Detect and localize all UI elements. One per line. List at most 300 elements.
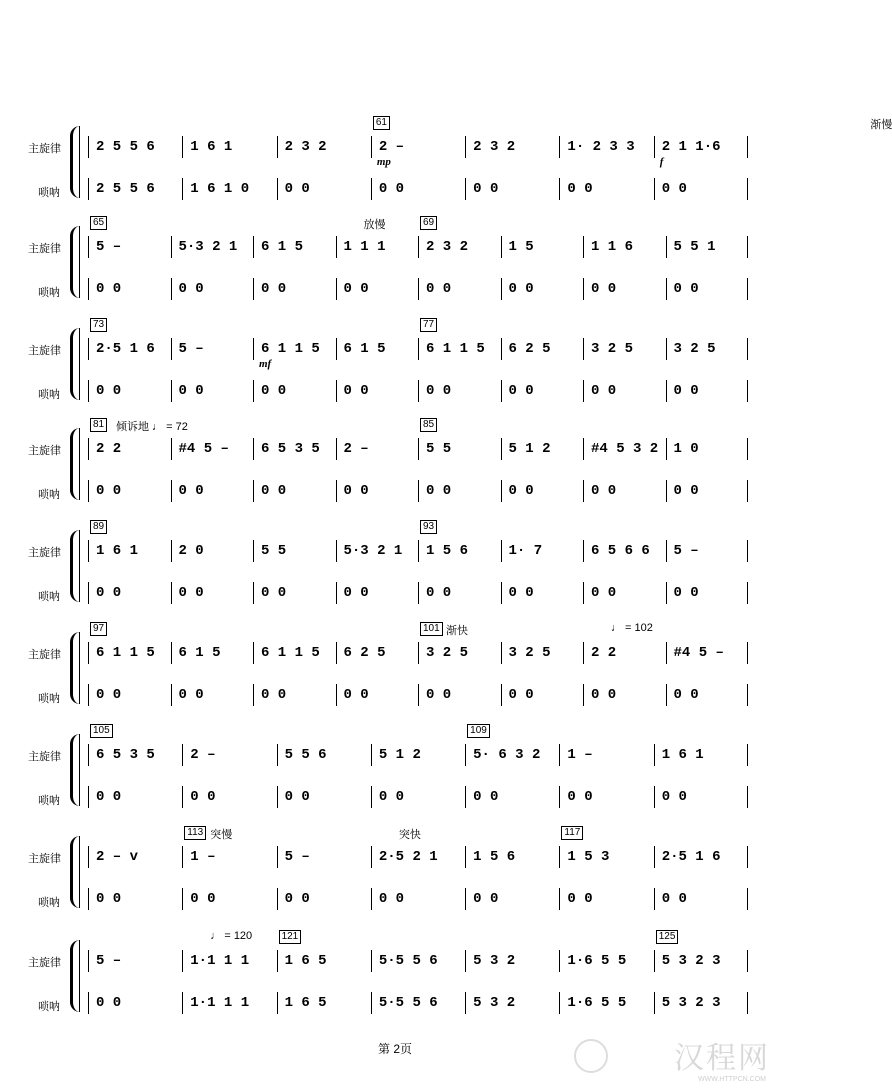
barline <box>418 438 419 460</box>
barline <box>559 178 560 200</box>
barline <box>666 380 667 402</box>
barline <box>747 950 748 972</box>
barline <box>88 278 89 300</box>
watermark: 汉程网 <box>674 1042 770 1075</box>
barline <box>465 136 466 158</box>
barline <box>501 338 502 360</box>
melody-measure: 1 1 6 <box>591 239 634 255</box>
suona-measure: 1 6 5 <box>284 995 327 1011</box>
suona-measure: 0 0 <box>673 687 699 703</box>
tempo-annotation: ♩ = 102 <box>611 622 653 634</box>
melody-measure: 6 1 1 5 <box>261 341 320 357</box>
melody-measure: 5·3 2 1 <box>343 543 403 559</box>
suona-measure: 0 0 <box>96 483 122 499</box>
barline <box>654 992 655 1014</box>
suona-measure: 0 0 <box>508 383 534 399</box>
score-system <box>0 420 790 502</box>
barline <box>253 684 254 706</box>
melody-measure: 3 2 5 <box>426 645 469 661</box>
melody-measure: 2 3 2 <box>473 139 516 155</box>
tempo-annotation: 突慢 <box>210 829 233 841</box>
barline <box>747 178 748 200</box>
suona-staff <box>88 784 748 810</box>
barline <box>182 744 183 766</box>
barline <box>747 278 748 300</box>
barline <box>465 992 466 1014</box>
measure-number: 121 <box>279 930 302 944</box>
suona-measure: 0 0 <box>178 585 204 601</box>
suona-measure: 0 0 <box>591 281 617 297</box>
barline <box>171 582 172 604</box>
melody-measure: 1 6 1 <box>96 543 139 559</box>
melody-measure: 6 1 5 <box>261 239 304 255</box>
score-system <box>0 320 790 402</box>
melody-measure: 1· 2 3 3 <box>567 139 635 155</box>
suona-measure: 5 3 2 3 <box>661 995 721 1011</box>
score-system <box>0 522 790 604</box>
barline <box>501 480 502 502</box>
barline <box>501 278 502 300</box>
barline <box>277 136 278 158</box>
melody-measure: 5 3 2 3 <box>661 953 721 969</box>
melody-measure: 2·5 1 6 <box>661 849 721 865</box>
melody-staff <box>88 827 748 870</box>
suona-measure: 1 6 1 0 <box>190 181 250 197</box>
barline <box>501 684 502 706</box>
melody-measure: 5 3 2 <box>473 953 516 969</box>
brace-icon <box>70 126 81 198</box>
barline <box>171 236 172 258</box>
barline <box>171 278 172 300</box>
measure-number: 61 <box>373 116 390 130</box>
tempo-annotation: 放慢 <box>363 219 386 231</box>
barline <box>371 136 372 158</box>
melody-measure: 6 2 5 <box>508 341 551 357</box>
melody-measure: 6 2 5 <box>343 645 386 661</box>
brace-icon <box>70 328 81 400</box>
part-label-melody: 主旋律 <box>28 445 61 457</box>
barline <box>171 684 172 706</box>
barline <box>88 992 89 1014</box>
barline <box>666 480 667 502</box>
measure-number: 81 <box>90 418 107 432</box>
melody-staff <box>88 419 748 462</box>
melody-measure: 6 1 1 5 <box>261 645 320 661</box>
barline <box>501 236 502 258</box>
melody-measure: #4 5 – <box>178 441 229 457</box>
barline <box>583 684 584 706</box>
barline <box>654 744 655 766</box>
barline <box>666 278 667 300</box>
melody-measure: 1 6 1 <box>190 139 233 155</box>
score-system <box>0 624 790 706</box>
melody-measure: 5· 6 3 2 <box>473 747 541 763</box>
barline <box>88 178 89 200</box>
barline <box>336 438 337 460</box>
suona-measure: 0 0 <box>508 687 534 703</box>
suona-measure: 0 0 <box>473 891 499 907</box>
suona-measure: 0 0 <box>190 789 216 805</box>
melody-measure: 1·6 5 5 <box>567 953 627 969</box>
dynamic-marking: f <box>659 156 664 168</box>
barline <box>418 236 419 258</box>
barline <box>171 540 172 562</box>
barline <box>171 338 172 360</box>
barline <box>465 744 466 766</box>
barline <box>277 992 278 1014</box>
barline <box>182 992 183 1014</box>
barline <box>654 846 655 868</box>
barline <box>465 846 466 868</box>
melody-measure: 1 5 <box>508 239 534 255</box>
melody-measure: 5 – <box>96 239 122 255</box>
barline <box>418 684 419 706</box>
part-label-suona: 唢呐 <box>38 795 60 807</box>
suona-measure: 0 0 <box>378 789 405 805</box>
suona-measure: 0 0 <box>673 585 699 601</box>
barline <box>253 480 254 502</box>
measure-number: 73 <box>90 318 107 332</box>
part-label-suona: 唢呐 <box>38 287 60 299</box>
barline <box>465 786 466 808</box>
measure-number: 113 <box>184 826 206 840</box>
melody-measure: 5 1 2 <box>508 441 551 457</box>
suona-measure: 0 0 <box>591 483 617 499</box>
melody-measure: 6 5 6 6 <box>591 543 650 559</box>
suona-measure: 0 0 <box>591 687 617 703</box>
barline <box>654 178 655 200</box>
measure-number: 77 <box>420 318 437 332</box>
melody-measure: 6 1 5 <box>343 341 386 357</box>
barline <box>666 338 667 360</box>
suona-staff <box>88 886 748 912</box>
barline <box>88 684 89 706</box>
suona-measure: 0 0 <box>343 281 369 297</box>
barline <box>501 582 502 604</box>
suona-measure: 0 0 <box>473 181 499 197</box>
suona-measure: 0 0 <box>508 585 534 601</box>
barline <box>666 684 667 706</box>
score-system <box>0 117 892 200</box>
barline <box>336 642 337 664</box>
part-label-suona: 唢呐 <box>38 389 60 401</box>
barline <box>418 582 419 604</box>
suona-measure: 5 3 2 <box>473 995 516 1011</box>
barline <box>666 438 667 460</box>
melody-staff <box>88 117 892 168</box>
melody-measure: 2 0 <box>178 543 204 559</box>
barline <box>747 540 748 562</box>
melody-measure: 5 – <box>96 953 122 969</box>
barline <box>559 950 560 972</box>
melody-measure: #4 5 3 2 <box>591 441 659 457</box>
tempo-annotation: 突快 <box>398 829 421 841</box>
melody-staff <box>88 217 748 260</box>
barline <box>747 888 748 910</box>
melody-measure: 6 1 1 5 <box>426 341 485 357</box>
suona-measure: 0 0 <box>261 383 287 399</box>
suona-measure: 0 0 <box>426 383 452 399</box>
melody-measure: 5 – <box>178 341 204 357</box>
measure-number: 89 <box>90 520 107 534</box>
barline <box>583 540 584 562</box>
measure-number: 109 <box>467 724 490 738</box>
barline <box>371 888 372 910</box>
melody-measure: 2 2 <box>591 645 617 661</box>
barline <box>418 540 419 562</box>
barline <box>336 236 337 258</box>
barline <box>253 236 254 258</box>
suona-measure: 0 0 <box>178 483 204 499</box>
suona-measure: 0 0 <box>661 181 687 197</box>
melody-measure: 5 5 6 <box>284 747 327 763</box>
barline <box>747 480 748 502</box>
barline <box>182 846 183 868</box>
barline <box>88 338 89 360</box>
barline <box>336 582 337 604</box>
suona-staff <box>88 378 748 404</box>
brace-icon <box>70 226 81 298</box>
barline <box>501 438 502 460</box>
barline <box>583 642 584 664</box>
suona-measure: 0 0 <box>426 281 452 297</box>
brace-icon <box>70 428 81 500</box>
suona-measure: 0 0 <box>567 181 593 197</box>
barline <box>336 480 337 502</box>
suona-measure: 0 0 <box>673 383 699 399</box>
barline <box>559 846 560 868</box>
barline <box>465 950 466 972</box>
barline <box>336 338 337 360</box>
barline <box>336 684 337 706</box>
melody-staff <box>88 521 748 564</box>
barline <box>371 846 372 868</box>
melody-staff <box>88 930 748 974</box>
barline <box>182 178 183 200</box>
suona-staff <box>88 990 748 1016</box>
part-label-suona: 唢呐 <box>38 489 60 501</box>
part-label-melody: 主旋律 <box>28 547 61 559</box>
melody-measure: 2 – <box>343 441 369 457</box>
part-label-melody: 主旋律 <box>28 649 61 661</box>
barline <box>418 480 419 502</box>
melody-measure: 2 3 2 <box>426 239 469 255</box>
barline <box>418 642 419 664</box>
barline <box>583 438 584 460</box>
suona-measure: 5·5 5 6 <box>378 995 438 1011</box>
barline <box>583 338 584 360</box>
barline <box>747 744 748 766</box>
suona-staff <box>88 478 748 504</box>
suona-measure: 0 0 <box>378 891 405 907</box>
barline <box>253 582 254 604</box>
barline <box>88 136 89 158</box>
barline <box>88 642 89 664</box>
barline <box>336 380 337 402</box>
melody-measure: 1· 7 <box>508 543 543 559</box>
brace-icon <box>70 940 81 1012</box>
suona-measure: 0 0 <box>261 585 287 601</box>
barline <box>182 888 183 910</box>
melody-measure: 3 2 5 <box>508 645 551 661</box>
suona-measure: 0 0 <box>96 585 122 601</box>
suona-measure: 0 0 <box>261 281 287 297</box>
suona-measure: 0 0 <box>426 585 452 601</box>
barline <box>747 380 748 402</box>
suona-staff <box>88 682 748 708</box>
barline <box>501 380 502 402</box>
suona-measure: 0 0 <box>284 891 310 907</box>
barline <box>277 846 278 868</box>
barline <box>747 236 748 258</box>
barline <box>277 950 278 972</box>
suona-staff <box>88 176 748 202</box>
melody-measure: #4 5 – <box>673 645 724 661</box>
score-system <box>0 932 790 1014</box>
barline <box>336 278 337 300</box>
part-label-melody: 主旋律 <box>28 143 61 155</box>
brace-icon <box>70 734 81 806</box>
barline <box>583 582 584 604</box>
barline <box>88 380 89 402</box>
part-label-suona: 唢呐 <box>38 1001 60 1013</box>
melody-measure: 2 3 2 <box>284 139 327 155</box>
suona-measure: 0 0 <box>591 383 617 399</box>
melody-measure: 6 1 5 <box>178 645 221 661</box>
melody-measure: 5 5 <box>261 543 287 559</box>
suona-measure: 0 0 <box>508 281 534 297</box>
measure-number: 65 <box>90 216 107 230</box>
melody-measure: 1 6 5 <box>284 953 327 969</box>
barline <box>747 992 748 1014</box>
barline <box>171 480 172 502</box>
barline <box>88 438 89 460</box>
barline <box>666 540 667 562</box>
barline <box>253 380 254 402</box>
barline <box>88 540 89 562</box>
melody-measure: 1 0 <box>673 441 699 457</box>
part-label-melody: 主旋律 <box>28 853 61 865</box>
melody-measure: 1 5 3 <box>567 849 610 865</box>
part-label-melody: 主旋律 <box>28 243 61 255</box>
barline <box>88 480 89 502</box>
barline <box>277 744 278 766</box>
barline <box>559 888 560 910</box>
melody-measure: 2 – v <box>96 849 139 865</box>
melody-measure: 1 – <box>567 747 593 763</box>
barline <box>418 338 419 360</box>
suona-measure: 0 0 <box>96 995 122 1011</box>
tempo-annotation: ♩ = 120 <box>210 930 253 942</box>
measure-number: 93 <box>420 520 437 534</box>
suona-measure: 0 0 <box>508 483 534 499</box>
barline <box>88 744 89 766</box>
barline <box>371 950 372 972</box>
measure-number: 125 <box>656 930 679 944</box>
suona-measure: 0 0 <box>661 789 687 805</box>
part-label-suona: 唢呐 <box>38 897 60 909</box>
barline <box>253 438 254 460</box>
suona-measure: 0 0 <box>343 483 369 499</box>
barline <box>583 278 584 300</box>
melody-measure: 2·5 2 1 <box>378 849 438 865</box>
barline <box>171 438 172 460</box>
suona-measure: 0 0 <box>261 483 287 499</box>
barline <box>465 888 466 910</box>
part-label-suona: 唢呐 <box>38 693 60 705</box>
melody-measure: 5 5 <box>426 441 452 457</box>
dynamic-marking: mp <box>376 156 391 168</box>
suona-measure: 0 0 <box>284 181 310 197</box>
dynamic-marking: mf <box>259 358 272 370</box>
melody-measure: 6 1 1 5 <box>96 645 155 661</box>
tempo-annotation: 渐慢 <box>870 119 892 131</box>
barline <box>88 846 89 868</box>
part-label-melody: 主旋律 <box>28 957 61 969</box>
measure-number: 101 <box>420 622 443 636</box>
part-label-suona: 唢呐 <box>38 591 60 603</box>
barline <box>253 278 254 300</box>
melody-measure: 5 5 1 <box>673 239 716 255</box>
barline <box>371 744 372 766</box>
barline <box>182 950 183 972</box>
melody-measure: 5 1 2 <box>378 747 421 763</box>
barline <box>747 438 748 460</box>
part-label-melody: 主旋律 <box>28 345 61 357</box>
barline <box>666 642 667 664</box>
suona-measure: 0 0 <box>343 585 369 601</box>
brace-icon <box>70 632 81 704</box>
suona-measure: 0 0 <box>426 687 452 703</box>
melody-measure: 1 5 6 <box>426 543 469 559</box>
melody-measure: 1 – <box>190 849 216 865</box>
melody-measure: 1 6 1 <box>661 747 704 763</box>
barline <box>88 786 89 808</box>
barline <box>371 178 372 200</box>
barline <box>88 950 89 972</box>
score-system <box>0 726 790 808</box>
suona-measure: 0 0 <box>567 789 593 805</box>
suona-measure: 0 0 <box>673 281 699 297</box>
suona-measure: 0 0 <box>284 789 310 805</box>
barline <box>747 642 748 664</box>
barline <box>654 950 655 972</box>
melody-measure: 3 2 5 <box>673 341 716 357</box>
barline <box>253 540 254 562</box>
suona-measure: 2 5 5 6 <box>96 181 155 197</box>
suona-measure: 0 0 <box>661 891 687 907</box>
suona-measure: 0 0 <box>178 687 204 703</box>
barline <box>88 236 89 258</box>
brace-icon <box>70 530 81 602</box>
suona-measure: 1·6 5 5 <box>567 995 627 1011</box>
barline <box>182 786 183 808</box>
barline <box>666 236 667 258</box>
barline <box>747 338 748 360</box>
measure-number: 69 <box>420 216 437 230</box>
barline <box>559 786 560 808</box>
suona-measure: 0 0 <box>178 383 204 399</box>
barline <box>747 684 748 706</box>
barline <box>583 380 584 402</box>
melody-measure: 6 5 3 5 <box>261 441 320 457</box>
barline <box>654 888 655 910</box>
barline <box>654 136 655 158</box>
barline <box>583 480 584 502</box>
barline <box>666 582 667 604</box>
suona-measure: 0 0 <box>96 281 122 297</box>
melody-measure: 6 5 3 5 <box>96 747 155 763</box>
